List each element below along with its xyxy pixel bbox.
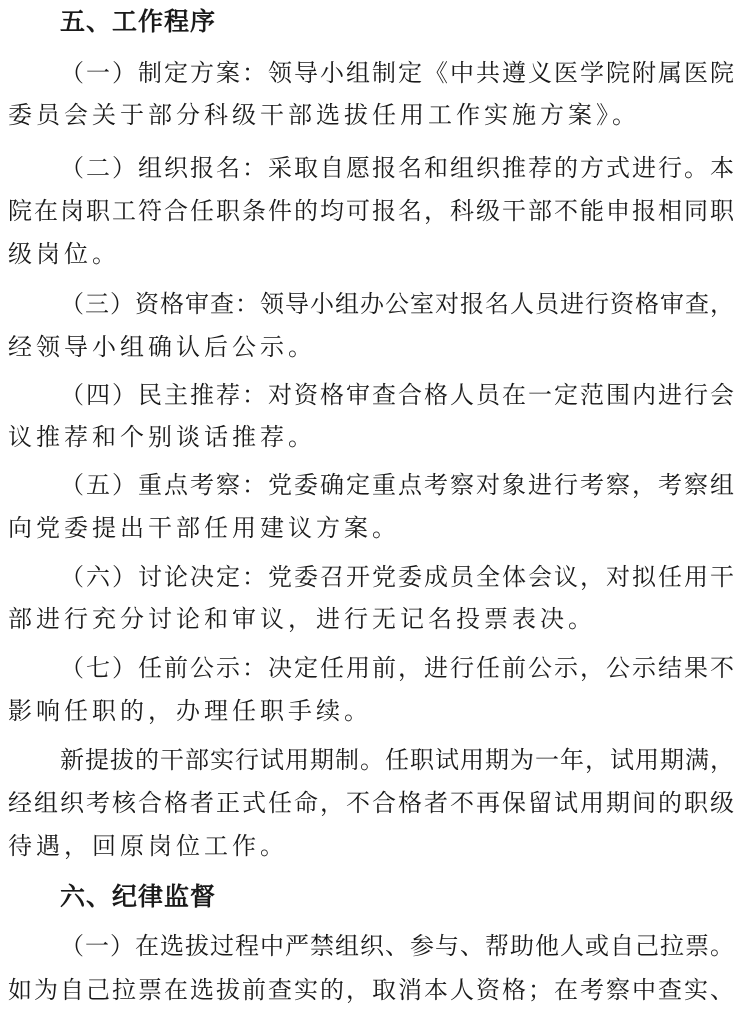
paragraph-line: 经组织考核合格者正式任命，不合格者不再保留试用期间的职级 [8,789,736,817]
section-heading-discipline: 六、纪律监督 [60,882,217,911]
paragraph-line: 部进行充分讨论和审议，进行无记名投票表决。 [8,605,596,633]
paragraph-line: （四）民主推荐：对资格审查合格人员在一定范围内进行会 [60,381,736,409]
paragraph-line: 新提拔的干部实行试用期制。任职试用期为一年，试用期满， [60,746,735,774]
paragraph-line: 经领导小组确认后公示。 [8,333,316,361]
paragraph-line: 待遇，回原岗位工作。 [8,832,288,860]
paragraph-line: （六）讨论决定：党委召开党委成员全体会议，对拟任用干 [60,563,736,591]
paragraph-line: （一）制定方案：领导小组制定《中共遵义医学院附属医院 [60,59,736,87]
paragraph-line: （二）组织报名：采取自愿报名和组织推荐的方式进行。本 [60,154,736,182]
paragraph-line: （三）资格审查：领导小组办公室对报名人员进行资格审查， [60,290,735,318]
paragraph-line: 院在岗职工符合任职条件的均可报名，科级干部不能申报相同职 [8,197,736,225]
paragraph-line: （七）任前公示：决定任用前，进行任前公示，公示结果不 [60,654,736,682]
paragraph-line: 如为自己拉票在选拔前查实的，取消本人资格；在考察中查实、 [8,976,736,1004]
paragraph-line: 影响任职的，办理任职手续。 [8,697,372,725]
paragraph-line: （五）重点考察：党委确定重点考察对象进行考察，考察组 [60,471,736,499]
paragraph-line: （一）在选拔过程中严禁组织、参与、帮助他人或自己拉票。 [60,932,735,960]
paragraph-line: 委员会关于部分科级干部选拔任用工作实施方案》。 [8,101,640,129]
paragraph-line: 级岗位。 [8,240,120,268]
paragraph-line: 向党委提出干部任用建议方案。 [8,514,400,542]
section-heading-work-procedure: 五、工作程序 [60,7,217,36]
paragraph-line: 议推荐和个别谈话推荐。 [8,423,316,451]
